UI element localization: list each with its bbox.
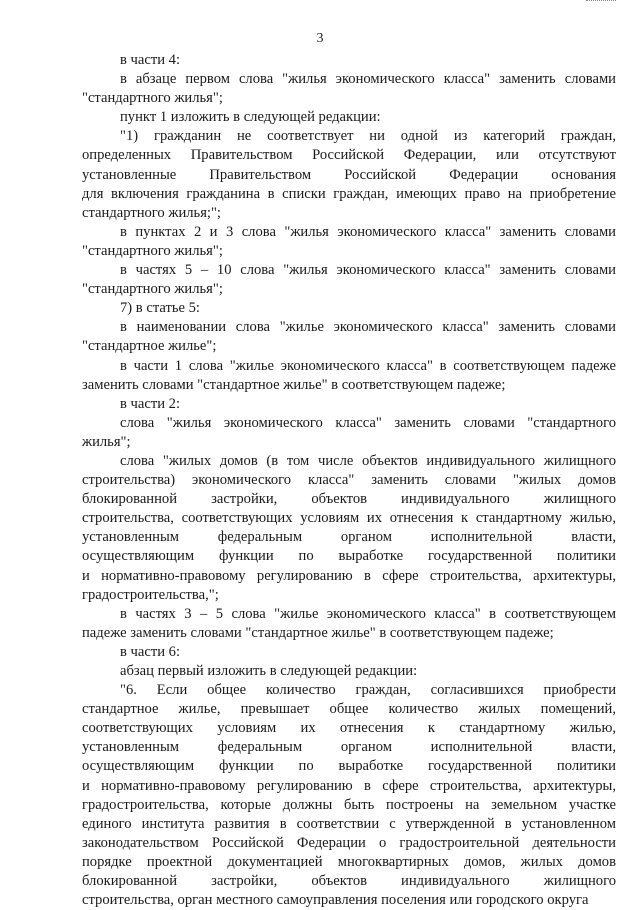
text-line: в абзаце первом слова "жилья экономического класса" заменить словами bbox=[120, 71, 616, 88]
text-line: "1) гражданин не соответствует ни одной из категорий граждан, bbox=[120, 128, 616, 145]
text-line: установленным федеральным органом исполнительной власти, bbox=[82, 739, 616, 756]
text-line: блокированной застройки, объектов индивидуального жилищного bbox=[82, 491, 616, 508]
text-line: единого института развития в соответствии с утвержденной в установленном bbox=[82, 815, 616, 832]
text-line: в части 1 слова "жилье экономического класса" в соответствующем падеже bbox=[120, 357, 616, 374]
paragraph bbox=[82, 357, 616, 395]
paragraph bbox=[82, 261, 616, 299]
paragraph bbox=[82, 223, 616, 261]
text-line: законодательством Российской Федерации о градостроительной деятельности bbox=[82, 834, 616, 851]
paragraph bbox=[82, 662, 616, 681]
paragraph bbox=[82, 108, 616, 127]
paragraph bbox=[82, 643, 616, 662]
text-line: установленным федеральным органом исполнительной власти, bbox=[82, 529, 616, 546]
text-line: градостроительства,"; bbox=[82, 586, 219, 603]
text-line: абзац первый изложить в следующей редакции: bbox=[120, 663, 418, 679]
text-line: определенных Правительством Российской Федерации, или отсутствуют bbox=[82, 147, 616, 164]
corner-mark bbox=[586, 0, 616, 4]
text-line: стандартное жилье, превышает общее количество жилых помещений, bbox=[82, 701, 616, 718]
text-line: для включения гражданина в списки граждан, имеющих право на приобретение bbox=[82, 185, 616, 202]
text-line: блокированной застройки, объектов индивидуального жилищного bbox=[82, 873, 616, 890]
text-line: и нормативно-правовому регулированию в сфере строительства, архитектуры, bbox=[82, 567, 616, 584]
text-line: "стандартное жилье"; bbox=[82, 338, 217, 355]
text-line: в частях 3 – 5 слова "жилье экономического класса" в соответствующем bbox=[120, 605, 616, 622]
text-line: в наименовании слова "жилье экономического класса" заменить словами bbox=[120, 319, 616, 336]
text-line: осуществляющим функции по выработке государственной политики bbox=[82, 548, 616, 565]
text-line: пункт 1 изложить в следующей редакции: bbox=[120, 109, 381, 126]
text-line: и нормативно-правовому регулированию в сфере строительства, архитектуры, bbox=[82, 777, 616, 794]
text-line: слова "жилья экономического класса" заменить словами "стандартного bbox=[120, 414, 616, 431]
text-line: "стандартного жилья"; bbox=[82, 281, 223, 298]
text-line: слова "жилых домов (в том числе объектов индивидуального жилищного bbox=[120, 452, 616, 469]
text-line: "стандартного жилья"; bbox=[82, 242, 223, 259]
text-line: стандартного жилья;"; bbox=[82, 204, 221, 221]
text-line: градостроительства, которые должны быть построены на земельном участке bbox=[82, 796, 616, 813]
paragraph bbox=[82, 51, 616, 70]
paragraph bbox=[82, 318, 616, 356]
text-line: строительства, соответствующих условиям их отнесения к стандартному жилью, bbox=[82, 510, 616, 527]
paragraph bbox=[82, 414, 616, 452]
document-body bbox=[82, 51, 616, 910]
text-line: в пунктах 2 и 3 слова "жилья экономического класса" заменить словами bbox=[120, 223, 616, 240]
text-line: в части 2: bbox=[120, 395, 181, 412]
paragraph bbox=[82, 452, 616, 605]
text-line: в части 6: bbox=[120, 643, 181, 660]
text-line: строительства) экономического класса" заменить словами "жилых домов bbox=[82, 472, 616, 489]
text-line: заменить словами "стандартное жилье" в соответствующем падеже; bbox=[82, 376, 506, 393]
paragraph bbox=[82, 70, 616, 108]
paragraph bbox=[82, 605, 616, 643]
text-line: соответствующих условиям их отнесения к стандартному жилью, bbox=[82, 720, 616, 737]
paragraph bbox=[82, 127, 616, 222]
text-line: падеже заменить словами "стандартное жилье" в соответствующем падеже; bbox=[82, 624, 554, 641]
text-line: порядке проектной документацией многоквартирных домов, жилых домов bbox=[82, 853, 616, 870]
text-line: осуществляющим функции по выработке государственной политики bbox=[82, 758, 616, 775]
paragraph bbox=[82, 395, 616, 414]
text-line: установленные Правительством Российской Федерации основания bbox=[82, 166, 616, 183]
text-line: в частях 5 – 10 слова "жилья экономического класса" заменить словами bbox=[120, 262, 616, 279]
paragraph bbox=[82, 299, 616, 318]
text-line: 7) в статье 5: bbox=[120, 300, 200, 317]
page-number: 3 bbox=[316, 31, 324, 46]
text-line: в части 4: bbox=[120, 52, 181, 68]
text-line: "6. Если общее количество граждан, согласившихся приобрести bbox=[120, 682, 616, 699]
text-line: "стандартного жилья"; bbox=[82, 90, 223, 107]
text-line: строительства, орган местного самоуправления поселения или городского округа bbox=[82, 892, 589, 909]
paragraph bbox=[82, 681, 616, 910]
text-line: жилья"; bbox=[82, 433, 131, 450]
